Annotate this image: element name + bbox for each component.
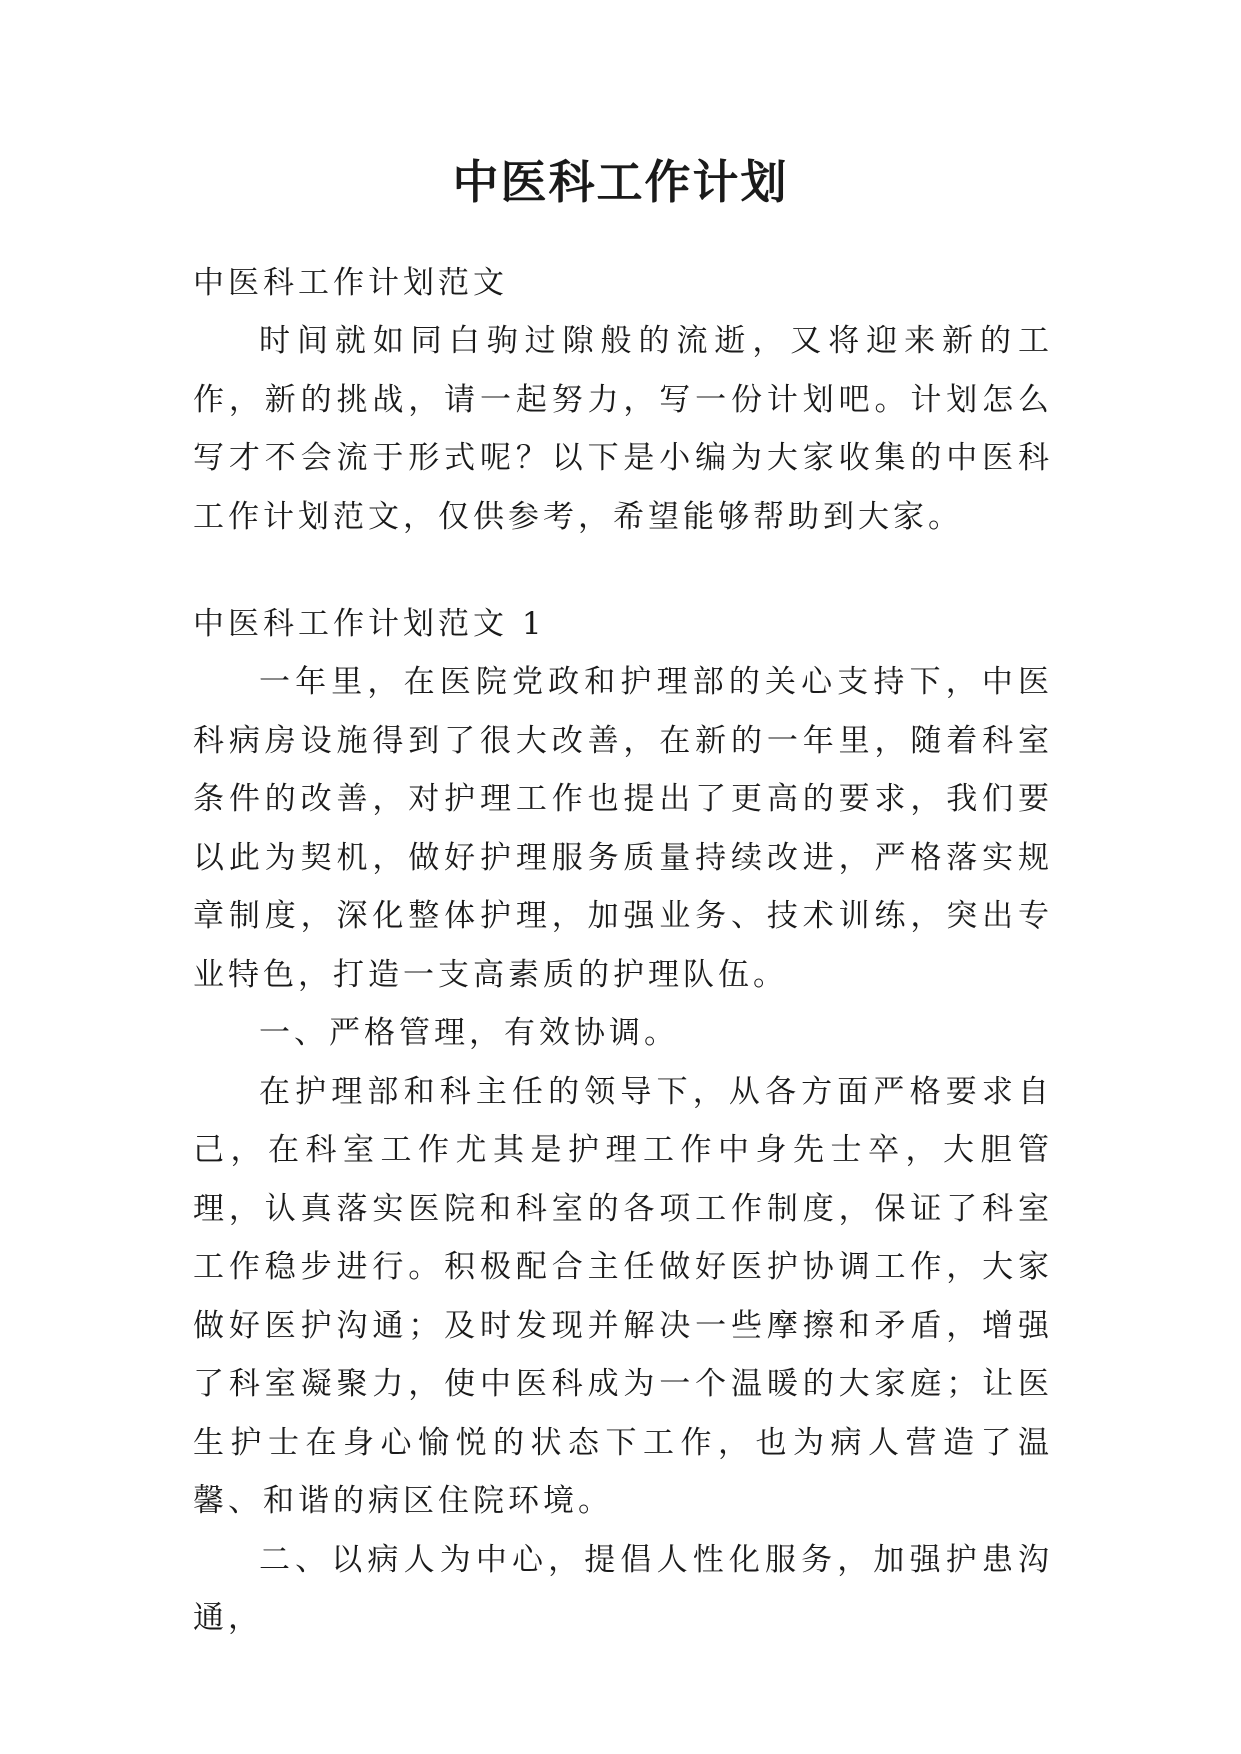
intro-paragraph: 时间就如同白驹过隙般的流逝，又将迎来新的工作，新的挑战，请一起努力，写一份计划吧。计划怎么写才不会流于形式呢？以下是小编为大家收集的中医科工作计划范文，仅供参考，希望能够帮助到大家。 [193,323,1053,535]
section1-heading: 中医科工作计划范文 1 [193,606,546,642]
section1-subheading-1: 一、严格管理，有效协调。 [259,1015,679,1051]
intro-heading: 中医科工作计划范文 [193,265,508,301]
section1-subheading-2: 二、以病人为中心，提倡人性化服务，加强护患沟通， [193,1541,1053,1636]
section1-body [193,653,1053,1648]
intro-section [193,312,1053,546]
section1-paragraph-intro: 一年里，在医院党政和护理部的关心支持下，中医科病房设施得到了很大改善，在新的一年里，随着科室条件的改善，对护理工作也提出了更高的要求，我们要以此为契机，做好护理服务质量持续改进，严格落实规章制度，深化整体护理，加强业务、技术训练，突出专业特色，打造一支高素质的护理队伍。 [193,664,1053,993]
document-title: 中医科工作计划 [452,155,789,209]
section1-paragraph-1: 在护理部和科主任的领导下，从各方面严格要求自己，在科室工作尤其是护理工作中身先士卒，大胆管理，认真落实医院和科室的各项工作制度，保证了科室工作稳步进行。积极配合主任做好医护协调工作，大家做好医护沟通；及时发现并解决一些摩擦和矛盾，增强了科室凝聚力，使中医科成为一个温暖的大家庭；让医生护士在身心愉悦的状态下工作，也为病人营造了温馨、和谐的病区住院环境。 [193,1073,1053,1519]
